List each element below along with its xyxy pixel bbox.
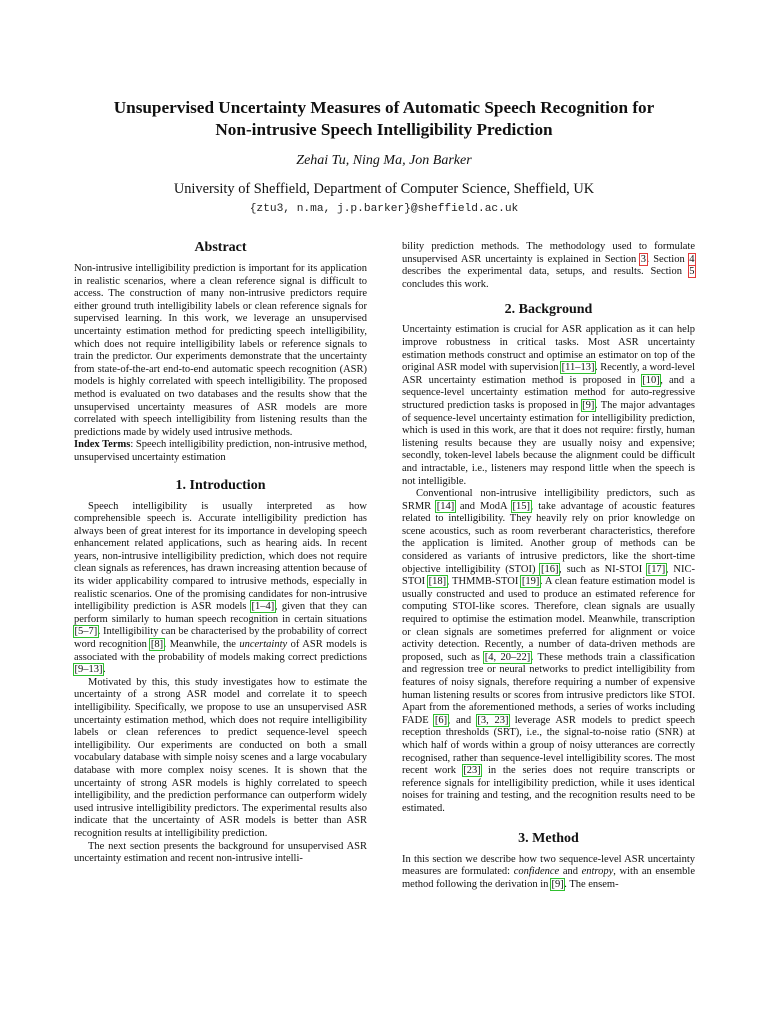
index-terms-label: Index Terms: [74, 439, 131, 451]
citation-9-method[interactable]: [9]: [551, 878, 564, 890]
citation-4-20-22[interactable]: [4, 20–22]: [484, 651, 531, 663]
intro-continuation: bility prediction methods. The methodology used to formulate unsupervised ASR uncertainty is explained in Section 3. Section 4 describes the experimental data, setups, and results. Section 5 concludes this work.: [402, 241, 695, 290]
index-terms-text: : Speech intelligibility prediction, non-intrusive method, unsupervised uncertainty estimation: [74, 439, 367, 463]
method-paragraph-1: In this section we describe how two sequence-level ASR uncertainty measures are formulated: confidence and entropy, with an ensemble method following the derivation in [9]. The ensem-: [402, 853, 695, 890]
method-heading: 3. Method: [518, 830, 579, 846]
background-heading: 2. Background: [504, 302, 593, 318]
citation-6[interactable]: [6]: [434, 714, 448, 726]
citation-9-13[interactable]: [9–13]: [74, 664, 103, 676]
citation-23[interactable]: [23]: [463, 765, 481, 777]
citation-15[interactable]: [15]: [512, 500, 531, 512]
citation-16[interactable]: [16]: [540, 563, 559, 575]
affiliation: University of Sheffield, Department of Computer Science, Sheffield, UK: [173, 181, 595, 197]
section-ref-5[interactable]: 5: [689, 266, 695, 278]
citation-10[interactable]: [10]: [642, 374, 660, 386]
title-line-1: Unsupervised Uncertainty Measures of Automatic Speech Recognition for: [113, 98, 655, 117]
abstract-heading: Abstract: [194, 240, 247, 255]
authors: Zehai Tu, Ning Ma, Jon Barker: [296, 153, 472, 168]
title-line-2: Non-intrusive Speech Intelligibility Prediction: [215, 120, 553, 139]
left-column: [74, 239, 367, 866]
citation-5-7[interactable]: [5–7]: [74, 626, 98, 638]
citation-9[interactable]: [9]: [582, 399, 595, 411]
abstract-body: Non-intrusive intelligibility prediction is important for its application in realistic scenarios, where a clean reference signal is difficult to access. The construction of many non-intrusive predictors require either ground truth intelligibility labels or clean reference signals for supervised learning. In this work, we leverage an unsupervised uncertainty estimation method for predicting speech intelligibility, which does not require intelligibility labels or reference signals to train the predictor. Our experiments demonstrate that the uncertainty from state-of-the-art end-to-end automatic speech recognition (ASR) models is highly correlated with speech intelligibility. The proposed method is evaluated on two databases and the results show that the unsupervised uncertainty measures of ASR models are more correlated with speech intelligibility from listening results than the predictions made by widely used intrusive methods.: [74, 263, 367, 438]
citation-19[interactable]: [19]: [521, 576, 540, 588]
background-paragraph-2: Conventional non-intrusive intelligibility predictors, such as SRMR [14] and ModA [15], take advantage of acoustic features related to intelligibility. They heavily rely on prior knowledge on scene acoustics, such as room reverberant characteristics, therefore the application is limited. Another group of methods can be considered as variants of intrusive predictors, like the short-time objective intelligibility (STOI) [16], such as NI-STOI [17], NIC-STOI [18], THMMB-STOI [19]. A clean feature estimation model is usually constructed and used to produce an estimated reference for computing STOI-like scores. Therefore, clean signals are usually required to optimise the estimation model. Meanwhile, transcription or clean signals are sometimes preferred for alignment or voice activity detection. Recently, a number of data-driven methods are proposed, such as [4, 20–22]. These methods train a classification and regression tree or neural networks to predict intelligibility from features of noisy signals, therefore requiring a number of expensive human listening results or scores from intrusive predictors like STOI. Apart from the aforementioned methods, a series of works including FADE [6], and [3, 23] leverage ASR models to predict speech reception thresholds (SRT), i.e., the signal-to-noise ratio (SNR) at which half of words within a group of noisy utterances are correctly recognised, rather than sequence-level intelligibility scores. The most recent work [23] in the series does not require transcripts or reference signals for intelligibility prediction, while it uses identical noises for training and testing, and the recognition results need to be estimated.: [402, 488, 695, 814]
citation-3-23[interactable]: [3, 23]: [477, 714, 509, 726]
introduction-heading: 1. Introduction: [175, 477, 266, 493]
citation-11-13[interactable]: [11–13]: [561, 362, 595, 374]
right-column: [402, 241, 695, 891]
section-ref-3[interactable]: 3: [640, 253, 647, 265]
background-paragraph-1: Uncertainty estimation is crucial for ASR application as it can help improve robustness in critical tasks. Most ASR uncertainty estimation methods construct and optimise an estimator on top of the original ASR model with supervision [11–13]. Recently, a word-level ASR uncertainty estimation method is proposed in [10], and a sequence-level uncertainty estimation method for auto-regressive structured prediction tasks is proposed in [9]. The major advantages of sequence-level uncertainty estimation for intelligibility prediction, which is used in this work, are that it does not require: firstly, human listening results because they are usually noisy and expensive; secondly, token-level labels because the alignment could be difficult and intractable, i.e., listeners may respond little when the speech is not intelligible.: [402, 324, 695, 487]
citation-1-4[interactable]: [1–4]: [251, 601, 275, 613]
section-ref-4[interactable]: 4: [689, 253, 695, 265]
intro-paragraph-1: Speech intelligibility is usually interpreted as how comprehensible speech is. Accurate intelligibility prediction has always been of great interest for its importance in developing speech enhancement related applications, such as hearing aids. In recent years, non-intrusive intelligibility prediction, which does not require clean signals as references, has drawn increasing attention because of its wider applicability compared to intrusive methods, especially in realistic scenarios. One of the promising candidates for non-intrusive intelligibility prediction is ASR models [1–4], given that they can perform similarly to human speech recognition in certain situations [5–7]. Intelligibility can be characterised by the probability of correct word recognition [8]. Meanwhile, the uncertainty of ASR models is associated with the probability of models making correct predictions [9–13].: [74, 500, 367, 676]
citation-18[interactable]: [18]: [428, 576, 447, 588]
citation-17[interactable]: [17]: [647, 563, 666, 575]
intro-paragraph-2: Motivated by this, this study investigates how to estimate the uncertainty of a strong ASR model and correlate it to speech intelligibility. Specifically, we propose to use an unsupervised ASR uncertainty estimation method, which does not require intelligibility labels or clean references to predict sequence-level speech intelligibility. Our experiments are conducted on both a small vocabulary database with simple noisy scenes and a large vocabulary database with more complex noisy scenes. It is shown that the uncertainty of strong ASR models is highly correlated to speech intelligibility, and the prediction performance can outperform widely used intrusive intelligibility predictors. The experimental results also indicate that the uncertainty of ASR models is better than ASR recognition results at intelligibility prediction.: [74, 676, 367, 839]
author-emails: {ztu3, n.ma, j.p.barker}@sheffield.ac.uk: [249, 203, 519, 215]
paper-title: [60, 97, 708, 141]
citation-14[interactable]: [14]: [436, 500, 455, 512]
citation-8[interactable]: [8]: [150, 639, 164, 651]
index-terms: [74, 439, 367, 464]
intro-paragraph-3: The next section presents the background for unsupervised ASR uncertainty estimation and recent non-intrusive intelli-: [74, 840, 367, 865]
